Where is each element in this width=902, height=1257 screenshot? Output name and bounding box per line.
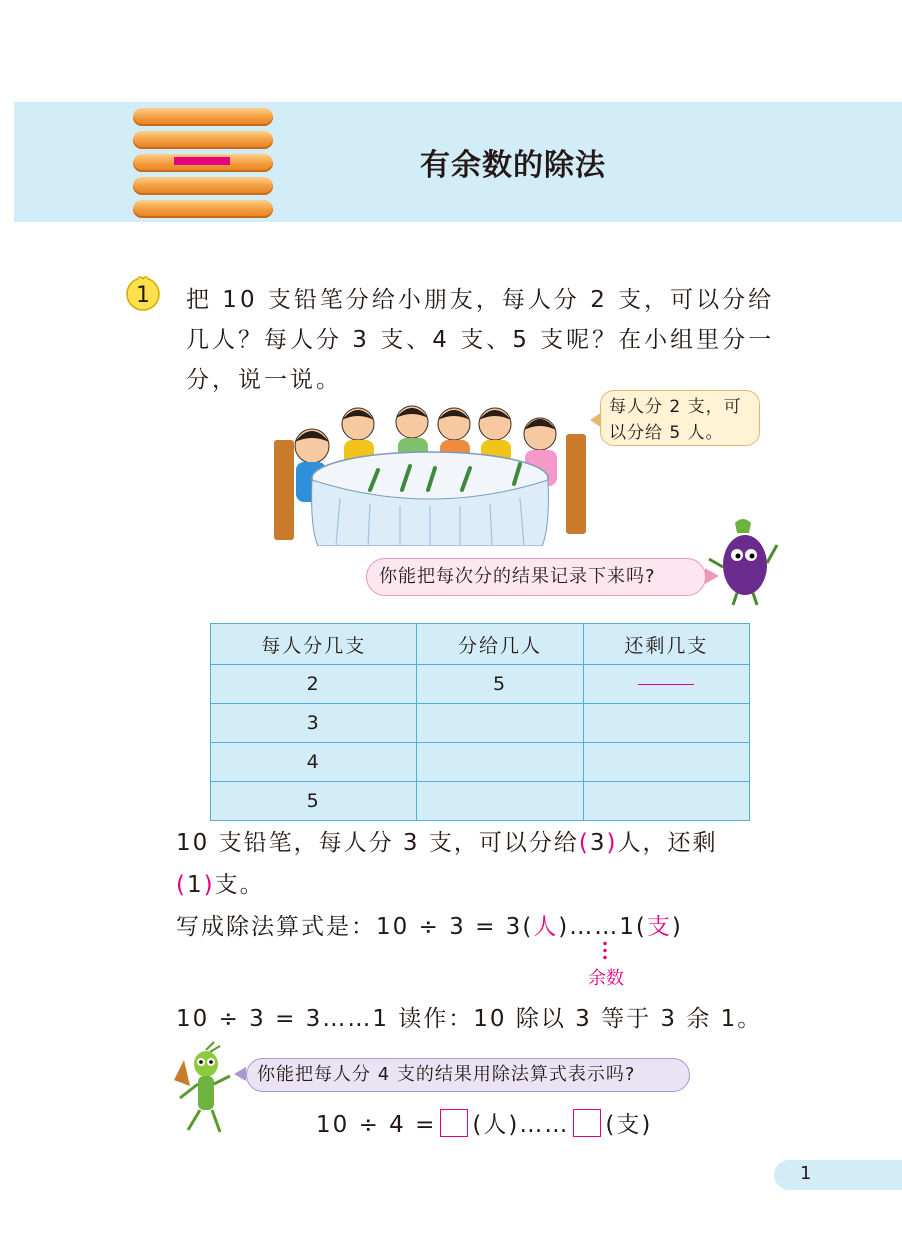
bubble-line: 以分给 5 人。	[609, 423, 724, 443]
eggplant-mascot-icon	[705, 515, 783, 607]
exercise-equation: 10 ÷ 4 = (人)…… (支)	[316, 1106, 652, 1139]
dash-mark	[638, 684, 694, 685]
speech-bubble-children	[600, 390, 760, 446]
page-number: 1	[800, 1163, 812, 1184]
sentence-line-2: (1)支。	[176, 872, 265, 898]
chick-number-badge-icon	[123, 272, 163, 312]
table-cell	[417, 782, 583, 821]
table-cell: 4	[211, 743, 417, 782]
table-row	[211, 743, 750, 782]
page-number-tab	[774, 1160, 902, 1190]
table-cell-none-mark	[583, 665, 749, 704]
table-cell: 5	[211, 782, 417, 821]
remainder-label: 余数	[588, 968, 624, 989]
sentence-line-1: 10 支铅笔，每人分 3 支，可以分给(3)人，还剩	[176, 830, 718, 856]
chapter-stripes-icon	[133, 108, 273, 218]
column-header: 每人分几支	[211, 624, 417, 665]
svg-text:1: 1	[136, 283, 150, 308]
children-table-illustration	[270, 398, 590, 546]
remainder-answer-box[interactable]	[573, 1109, 601, 1137]
table-cell: 2	[211, 665, 417, 704]
reading-sentence: 10 ÷ 3 = 3……1 读作：10 除以 3 等于 3 余 1。	[176, 1006, 763, 1032]
table-row	[211, 665, 750, 704]
table-cell: 5	[417, 665, 583, 704]
page-title: 有余数的除法	[420, 148, 606, 183]
table-header-row	[211, 624, 750, 665]
problem-text: 把 10 支铅笔分给小朋友，每人分 2 支，可以分给几人？每人分 3 支、4 支、5 支呢？在小组里分一分，说一说。	[186, 287, 775, 393]
speech-bubble-eggplant: 你能把每次分的结果记录下来吗?	[366, 558, 706, 596]
division-equation: 写成除法算式是：10 ÷ 3 = 3(人)……1(支)	[176, 914, 683, 940]
column-header: 分给几人	[417, 624, 583, 665]
table-cell	[417, 704, 583, 743]
grasshopper-mascot-icon	[170, 1040, 240, 1136]
speech-bubble-grasshopper: 你能把每人分 4 支的结果用除法算式表示吗?	[246, 1058, 690, 1092]
table-row	[211, 704, 750, 743]
speech-bubble-tail	[234, 1067, 246, 1081]
table-row	[211, 782, 750, 821]
table-cell	[583, 743, 749, 782]
table-cell	[583, 704, 749, 743]
unit-number-mark	[174, 157, 230, 165]
remainder-pointer-dots	[603, 940, 607, 962]
quotient-answer-box[interactable]	[440, 1109, 468, 1137]
table-cell	[417, 743, 583, 782]
column-header: 还剩几支	[583, 624, 749, 665]
record-table	[210, 623, 750, 821]
bubble-line: 每人分 2 支，可	[609, 397, 742, 417]
table-cell	[583, 782, 749, 821]
table-cell: 3	[211, 704, 417, 743]
